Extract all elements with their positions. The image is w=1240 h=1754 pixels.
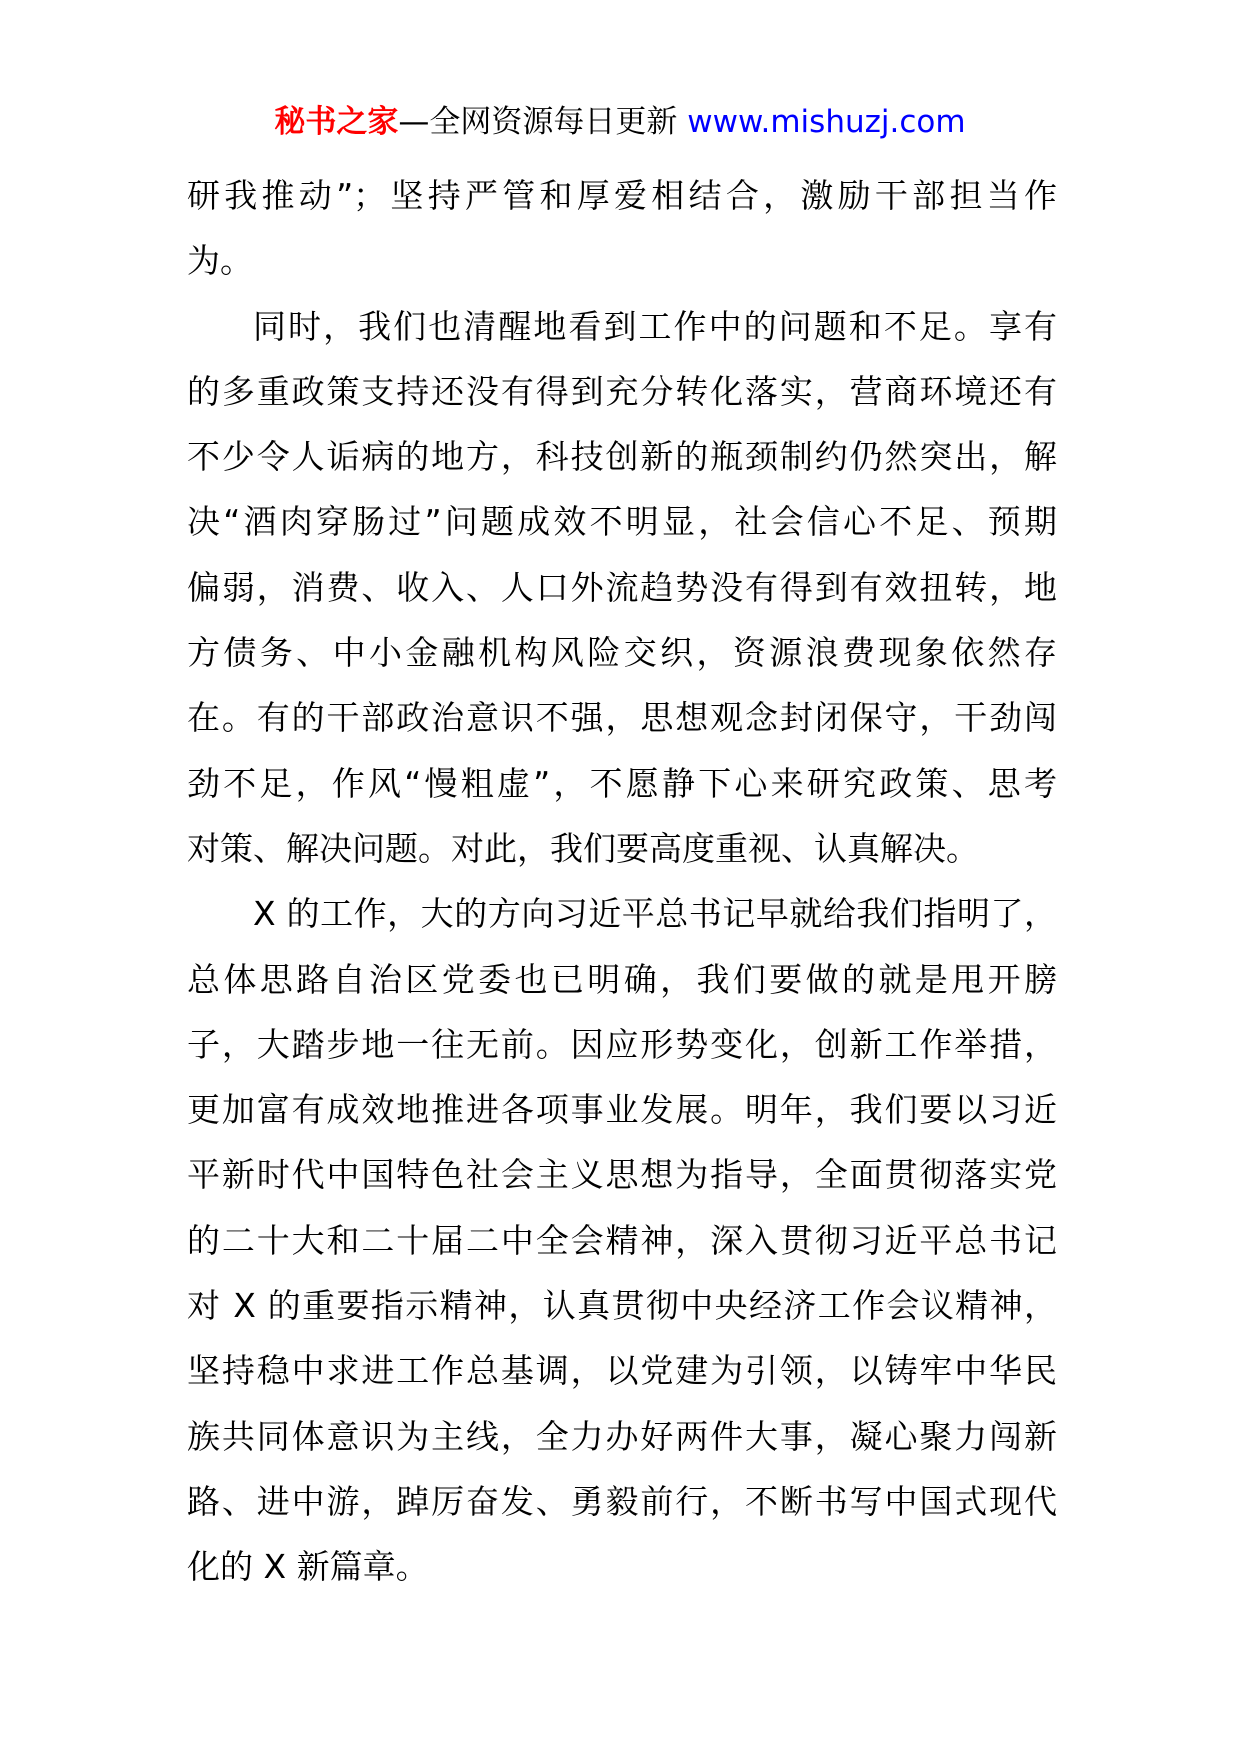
text-line: 在。有的干部政治意识不强，思想观念封闭保守，干劲闯 [187, 698, 1057, 738]
brand-name: 秘书之家 [274, 104, 399, 140]
text-line: 为。 [187, 241, 253, 281]
text-line: 坚持稳中求进工作总基调，以党建为引领，以铸牢中华民 [187, 1351, 1057, 1391]
page-header [0, 100, 1240, 144]
paragraph-first-line: X 的工作，大的方向习近平总书记早就给我们指明了， [253, 894, 1057, 934]
text-line: 更加富有成效地推进各项事业发展。明年，我们要以习近 [187, 1090, 1057, 1130]
text-line: 方债务、中小金融机构风险交织，资源浪费现象依然存 [187, 633, 1057, 673]
text-line: 总体思路自治区党委也已明确，我们要做的就是甩开膀 [187, 959, 1057, 999]
text-line: 劲不足，作风“慢粗虚”，不愿静下心来研究政策、思考 [187, 763, 1057, 803]
header-tagline: —全网资源每日更新 [398, 104, 688, 140]
text-line: 子，大踏步地一往无前。因应形势变化，创新工作举措， [187, 1024, 1057, 1064]
document-body [187, 163, 1057, 1600]
text-line: 不少令人诟病的地方，科技创新的瓶颈制约仍然突出，解 [187, 437, 1057, 477]
text-line: 对策、解决问题。对此，我们要高度重视、认真解决。 [187, 828, 979, 868]
text-line: 路、进中游，踔厉奋发、勇毅前行，不断书写中国式现代 [187, 1481, 1057, 1521]
text-line: 的多重政策支持还没有得到充分转化落实，营商环境还有 [187, 371, 1057, 411]
text-line: 平新时代中国特色社会主义思想为指导，全面贯彻落实党 [187, 1155, 1057, 1195]
text-line: 族共同体意识为主线，全力办好两件大事，凝心聚力闯新 [187, 1416, 1057, 1456]
text-line: 决“酒肉穿肠过”问题成效不明显，社会信心不足、预期 [187, 502, 1057, 542]
website-link[interactable]: www.mishuzj.com [687, 104, 966, 140]
paragraph-first-line: 同时，我们也清醒地看到工作中的问题和不足。享有 [253, 306, 1057, 346]
text-line: 偏弱，消费、收入、人口外流趋势没有得到有效扭转，地 [187, 567, 1057, 607]
text-line: 对 X 的重要指示精神，认真贯彻中央经济工作会议精神， [187, 1286, 1057, 1326]
text-line: 化的 X 新篇章。 [187, 1547, 429, 1587]
text-line: 的二十大和二十届二中全会精神，深入贯彻习近平总书记 [187, 1220, 1057, 1260]
text-line: 研我推动”；坚持严管和厚爱相结合，激励干部担当作 [187, 176, 1057, 215]
